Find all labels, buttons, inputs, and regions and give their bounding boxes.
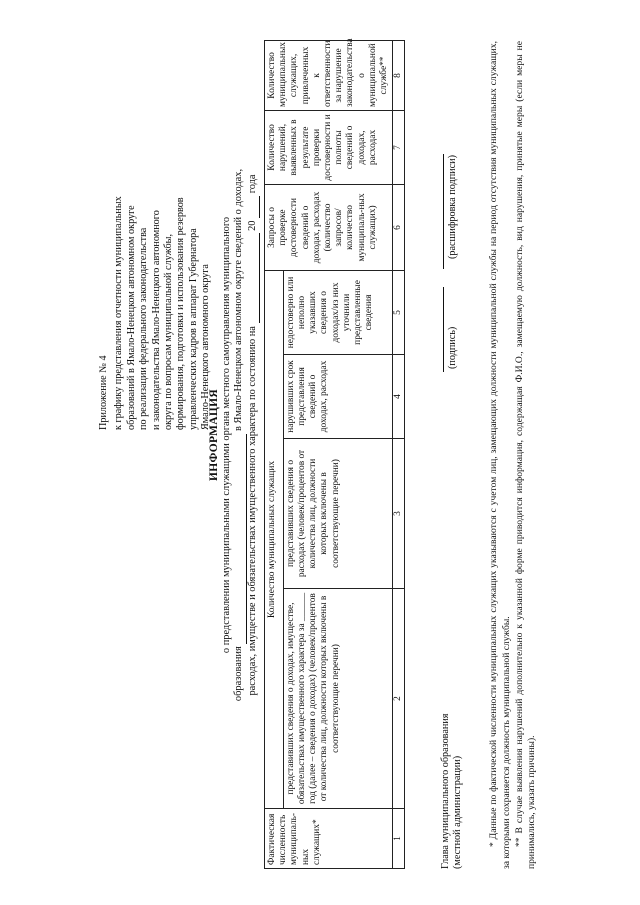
header-cell: Фактическая численность муниципаль-ных служащих* (265, 809, 393, 869)
appendix-block (98, 90, 213, 430)
column-number: 2 (393, 589, 405, 809)
table-header-row (265, 40, 284, 868)
appendix-line: к графику представления отчетности муниципальных (113, 196, 125, 430)
date-blank (247, 234, 261, 324)
group-header-cell: Количество муниципальных служащих (265, 270, 284, 808)
column-number: 4 (393, 355, 405, 439)
appendix-title: Приложение № 4 (98, 355, 109, 430)
column-number: 6 (393, 184, 405, 270)
report-table (264, 40, 405, 869)
name-caption: (расшифровка подписи) (447, 155, 458, 259)
signature-line (443, 287, 444, 372)
appendix-line: Ямало-Ненецкого автономного округа (200, 264, 212, 430)
signer-title: Глава муниципального образования (440, 713, 451, 869)
appendix-line: по реализации федерального законодательства (138, 227, 150, 430)
year-prefix: 20 (246, 220, 258, 231)
heading-line-3 (247, 25, 261, 845)
signature-block (440, 41, 465, 869)
header-cell: представивших сведения о доходах, имуществе, обязательствах имущественного характера за ______ год (далее – сведения о доходах) (человек/процентов от количества лиц, должности которых включены в соответствующие перечни) (283, 589, 393, 809)
header-cell: нарушивших срок представления сведений о доходах, расходах (283, 355, 393, 439)
header-cell: Количество муниципальных служащих, привлеченных к ответственности за нарушение законодательства о муниципальной службе** (265, 40, 393, 110)
municipality-blank (233, 434, 247, 644)
header-cell: представивших сведения о расходах (человек/процентов от количества лиц, должности которых включены в соответствующие перечни) (283, 439, 393, 589)
appendix-line: округа по вопросам муниципальной службы, (163, 233, 175, 430)
heading-line-3-start: расходах, имуществе и обязательствах имущественного характера по состоянию на (246, 326, 258, 696)
column-number: 1 (393, 809, 405, 869)
year-blank (247, 196, 261, 218)
heading-line-1: о представлении муниципальными служащими органа местного самоуправления муниципального (220, 216, 232, 654)
appendix-line: формирования, подготовки и использования резервов (175, 197, 187, 430)
appendix-line: и законодательства Ямало-Ненецкого автономного (150, 210, 162, 430)
signature-caption: (подпись) (447, 326, 458, 369)
heading-line-2-start: образования (233, 646, 244, 702)
column-number: 8 (393, 40, 405, 110)
signer-subtitle: (местной администрации) (452, 755, 464, 869)
document-title: ИНФОРМАЦИЯ (208, 389, 220, 482)
footnote-2: ** В случае выявления нарушений дополнительно к указанной форме приводится информация, содержащая Ф.И.О., замещаемую должность, вид нарушения, принятые меры (если меры не принимались, указать причины). (513, 41, 538, 869)
footnote-1: * Данные по фактической численности муниципальных служащих указываются с учетом лиц, замещающих должности муниципальной службы на период отсутствия муниципальных служащих, за которыми сохраняется должность муниципальной службы. (488, 41, 512, 869)
header-cell: Запросы о проверке достоверности сведений о доходах, расходах (количество запросов/ количество муниципаль-ных служащих) (265, 184, 393, 270)
year-suffix: года (246, 174, 258, 194)
column-number: 7 (393, 110, 405, 184)
appendix-line: образований в Ямало-Ненецком автономном округе (125, 205, 137, 430)
heading-line-2-end: в Ямало-Ненецком автономном округе сведений о доходах, (233, 168, 244, 432)
column-number: 5 (393, 270, 405, 354)
footnotes (488, 41, 539, 869)
name-line (443, 154, 444, 269)
document-heading (208, 25, 260, 845)
header-cell: недостоверно или неполно указавших сведения о доходах/из них уточнили представленные сведения (283, 270, 393, 354)
header-cell: Количество нарушений, выявленных в результате проверки достоверности и полноты сведений о доходах, расходах (265, 110, 393, 184)
appendix-line: управленческих кадров в аппарат Губернатора (187, 228, 199, 430)
heading-line-2 (233, 25, 247, 845)
column-number: 3 (393, 439, 405, 589)
column-number-row (393, 40, 405, 868)
